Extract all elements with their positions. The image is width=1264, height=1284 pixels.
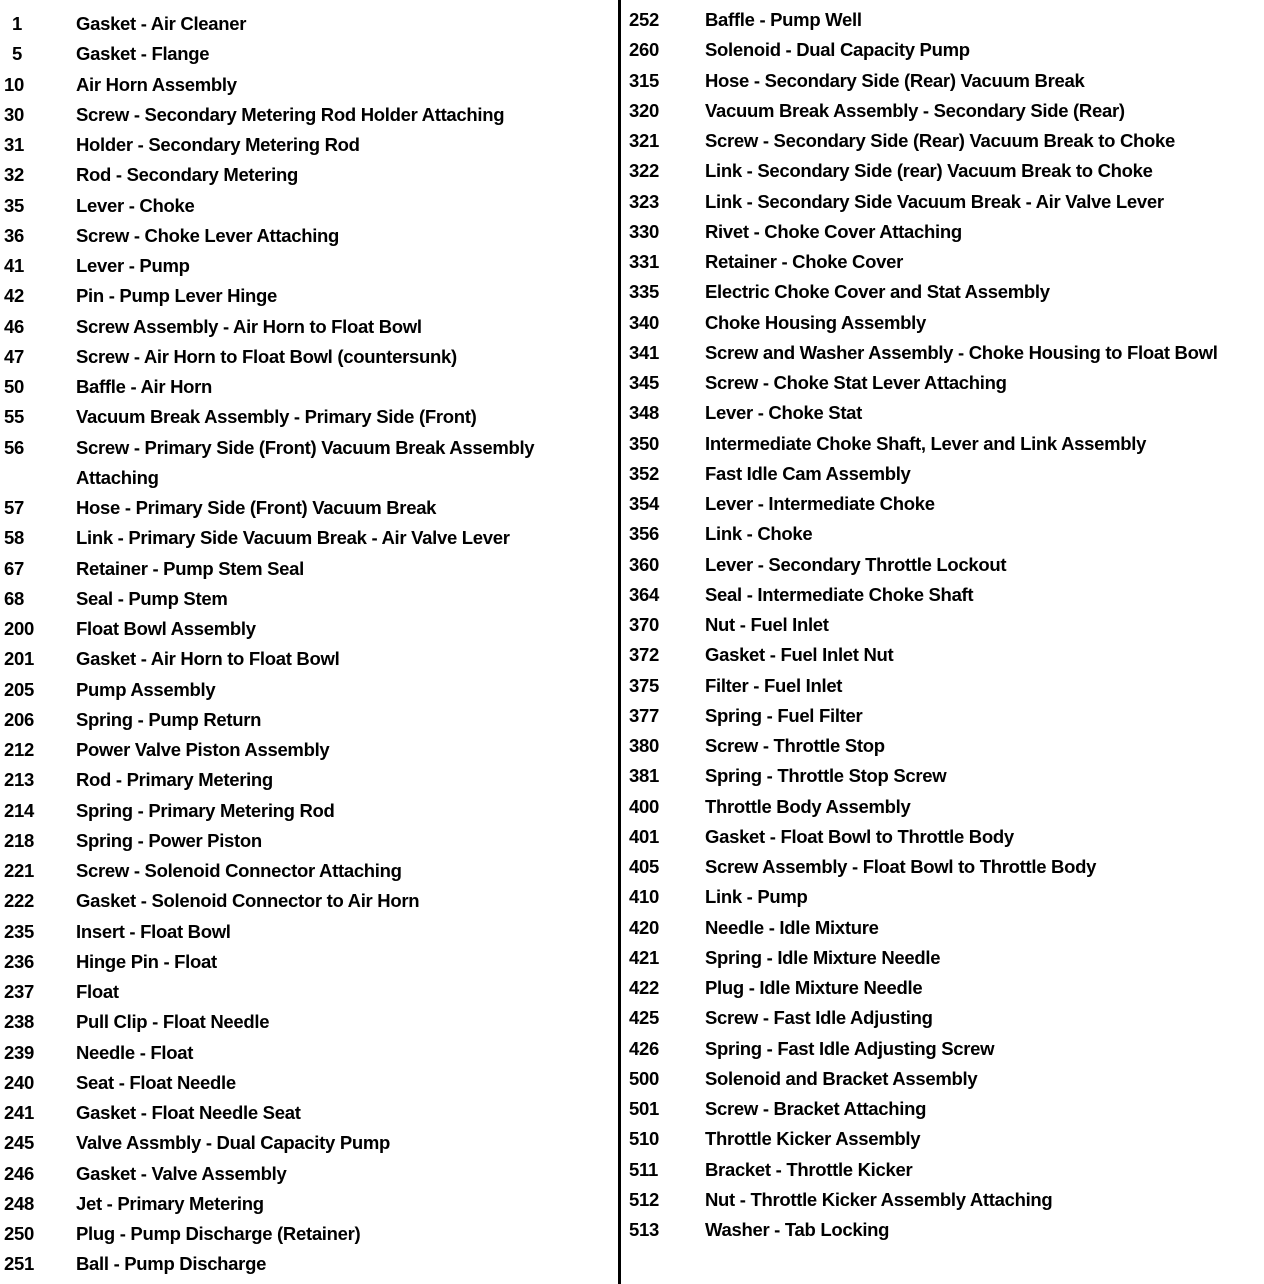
part-number: 322: [629, 160, 659, 182]
part-row: [0, 1249, 618, 1279]
part-row: [0, 554, 618, 584]
part-description: Vacuum Break Assembly - Primary Side (Front): [76, 406, 477, 428]
part-number: 213: [4, 769, 34, 791]
part-row: [0, 977, 618, 1007]
part-row: [0, 1189, 618, 1219]
part-row: [623, 489, 1264, 519]
part-description: Screw Assembly - Float Bowl to Throttle Body: [705, 856, 1097, 877]
part-description: Hinge Pin - Float: [76, 950, 217, 972]
part-description: Gasket - Valve Assembly: [76, 1162, 287, 1184]
part-number: 56: [4, 436, 24, 458]
part-row: [623, 308, 1264, 338]
part-number: 426: [629, 1037, 659, 1059]
part-row: [623, 1064, 1264, 1094]
part-description: Link - Pump: [705, 886, 808, 908]
part-row: [623, 1094, 1264, 1124]
part-row: [0, 826, 618, 856]
parts-list-left-column: [0, 9, 618, 1280]
part-number: 360: [629, 553, 659, 575]
part-row: [0, 493, 618, 523]
part-row: [0, 614, 618, 644]
part-number: 321: [629, 130, 659, 151]
part-description: Rod - Primary Metering: [76, 769, 273, 791]
part-number: 341: [629, 341, 659, 363]
part-description: Gasket - Air Horn to Float Bowl: [76, 648, 340, 670]
part-description: Gasket - Air Cleaner: [76, 13, 247, 34]
part-description: Spring - Pump Return: [76, 708, 262, 730]
part-description: Lever - Intermediate Choke: [705, 493, 935, 514]
part-row: [0, 735, 618, 765]
part-description: Spring - Fast Idle Adjusting Screw: [705, 1037, 995, 1059]
part-row: [0, 9, 618, 39]
part-row: [0, 856, 618, 886]
part-row: [623, 368, 1264, 398]
part-description: Retainer - Pump Stem Seal: [76, 557, 304, 579]
part-row: [623, 247, 1264, 277]
part-row: [0, 342, 618, 372]
part-row: [623, 156, 1264, 186]
part-number: 350: [629, 432, 659, 454]
part-row: [623, 671, 1264, 701]
part-number: 340: [629, 311, 659, 333]
part-row: [623, 1215, 1264, 1245]
part-row: [623, 610, 1264, 640]
part-description: Solenoid - Dual Capacity Pump: [705, 39, 970, 61]
part-number: 251: [4, 1253, 34, 1275]
part-row: [623, 35, 1264, 65]
part-description: Hose - Secondary Side (Rear) Vacuum Break: [705, 69, 1085, 91]
part-description: Seal - Intermediate Choke Shaft: [705, 583, 974, 605]
part-description: Screw - Choke Lever Attaching: [76, 224, 340, 246]
part-description: Link - Secondary Side (rear) Vacuum Break to Choke: [705, 160, 1153, 182]
part-row: [0, 433, 618, 494]
part-row: [623, 973, 1264, 1003]
part-number: 200: [4, 618, 34, 639]
part-number: 370: [629, 614, 659, 635]
part-description: Lever - Secondary Throttle Lockout: [705, 553, 1007, 575]
part-row: [0, 1219, 618, 1249]
part-number: 212: [4, 739, 34, 760]
part-row: [0, 1007, 618, 1037]
part-number: 352: [629, 462, 659, 484]
part-row: [0, 796, 618, 826]
part-description: Lever - Choke: [76, 194, 195, 216]
part-number: 248: [4, 1192, 34, 1214]
part-number: 375: [629, 674, 659, 696]
part-row: [623, 701, 1264, 731]
part-description: Bracket - Throttle Kicker: [705, 1158, 913, 1180]
part-description: Spring - Primary Metering Rod: [76, 799, 335, 821]
part-description: Fast Idle Cam Assembly: [705, 462, 911, 484]
part-description: Screw - Solenoid Connector Attaching: [76, 860, 402, 881]
part-number: 5: [12, 43, 22, 65]
part-number: 330: [629, 220, 659, 242]
part-number: 235: [4, 920, 34, 942]
part-row: [623, 1003, 1264, 1033]
part-number: 501: [629, 1098, 659, 1119]
part-description: Filter - Fuel Inlet: [705, 674, 843, 696]
part-description: Power Valve Piston Assembly: [76, 739, 330, 760]
part-row: [0, 1128, 618, 1158]
part-description: Vacuum Break Assembly - Secondary Side (Rear): [705, 99, 1125, 121]
part-row: [623, 731, 1264, 761]
part-description: Seal - Pump Stem: [76, 587, 228, 609]
part-number: 206: [4, 708, 34, 730]
part-number: 420: [629, 916, 659, 938]
part-row: [623, 1124, 1264, 1154]
part-row: [0, 1038, 618, 1068]
part-description: Screw - Fast Idle Adjusting: [705, 1007, 933, 1029]
part-number: 252: [629, 9, 659, 30]
part-row: [0, 281, 618, 311]
part-description: Nut - Fuel Inlet: [705, 614, 829, 635]
part-row: [623, 96, 1264, 126]
part-number: 320: [629, 99, 659, 121]
part-number: 323: [629, 190, 659, 212]
part-description: Screw - Choke Stat Lever Attaching: [705, 372, 1007, 393]
part-description: Throttle Kicker Assembly: [705, 1128, 921, 1150]
part-number: 236: [4, 950, 34, 972]
part-number: 31: [4, 134, 24, 155]
part-row: [0, 130, 618, 160]
part-number: 55: [4, 406, 24, 428]
part-row: [0, 100, 618, 130]
part-number: 315: [629, 69, 659, 91]
part-number: 47: [4, 345, 24, 367]
part-row: [0, 39, 618, 69]
part-row: [623, 580, 1264, 610]
part-description: Pump Assembly: [76, 678, 216, 700]
part-description: Hose - Primary Side (Front) Vacuum Break: [76, 497, 437, 518]
part-description: Lever - Choke Stat: [705, 402, 863, 424]
part-description: Electric Choke Cover and Stat Assembly: [705, 281, 1050, 303]
column-divider: [618, 0, 621, 1284]
part-row: [623, 943, 1264, 973]
part-number: 511: [629, 1158, 658, 1180]
part-description: Link - Secondary Side Vacuum Break - Air Valve Lever: [705, 190, 1164, 212]
part-number: 58: [4, 527, 24, 549]
part-number: 400: [629, 795, 659, 817]
part-description: Insert - Float Bowl: [76, 920, 231, 942]
part-number: 364: [629, 583, 659, 605]
parts-list-right-column: [623, 5, 1264, 1245]
part-description: Rivet - Choke Cover Attaching: [705, 220, 962, 242]
part-row: [623, 852, 1264, 882]
part-description: Gasket - Fuel Inlet Nut: [705, 644, 894, 666]
part-number: 356: [629, 523, 659, 545]
part-number: 50: [4, 376, 24, 397]
part-row: [0, 1159, 618, 1189]
part-description: Spring - Throttle Stop Screw: [705, 765, 947, 787]
part-number: 372: [629, 644, 659, 666]
part-description: Link - Choke: [705, 523, 813, 545]
part-number: 35: [4, 194, 24, 216]
part-description: Pull Clip - Float Needle: [76, 1011, 270, 1033]
part-number: 245: [4, 1132, 34, 1154]
part-number: 46: [4, 315, 24, 337]
part-description: Float Bowl Assembly: [76, 618, 256, 639]
part-number: 425: [629, 1007, 659, 1029]
part-row: [0, 947, 618, 977]
part-number: 250: [4, 1223, 34, 1244]
part-row: [0, 221, 618, 251]
part-row: [623, 217, 1264, 247]
part-number: 239: [4, 1041, 34, 1063]
part-number: 354: [629, 493, 659, 514]
part-row: [0, 584, 618, 614]
part-description: Screw - Secondary Metering Rod Holder Attaching: [76, 103, 505, 125]
part-number: 238: [4, 1011, 34, 1033]
part-row: [0, 917, 618, 947]
part-description: Screw - Primary Side (Front) Vacuum Break Assembly Attaching: [76, 436, 535, 488]
part-description: Screw - Throttle Stop: [705, 735, 885, 756]
part-number: 57: [4, 497, 24, 518]
part-number: 380: [629, 735, 659, 756]
part-row: [623, 1155, 1264, 1185]
part-number: 510: [629, 1128, 659, 1150]
part-number: 36: [4, 224, 24, 246]
part-number: 500: [629, 1067, 659, 1089]
part-description: Choke Housing Assembly: [705, 311, 926, 333]
part-row: [0, 705, 618, 735]
part-row: [623, 338, 1264, 368]
part-row: [623, 1185, 1264, 1215]
part-row: [0, 372, 618, 402]
part-description: Air Horn Assembly: [76, 73, 237, 95]
part-number: 405: [629, 856, 659, 877]
part-number: 237: [4, 981, 34, 1002]
part-number: 377: [629, 704, 659, 726]
part-description: Needle - Idle Mixture: [705, 916, 879, 938]
part-number: 401: [629, 825, 659, 847]
part-description: Baffle - Air Horn: [76, 376, 213, 397]
part-description: Washer - Tab Locking: [705, 1219, 890, 1240]
part-number: 345: [629, 372, 659, 393]
part-row: [623, 1034, 1264, 1064]
part-row: [0, 1098, 618, 1128]
part-row: [623, 398, 1264, 428]
part-description: Link - Primary Side Vacuum Break - Air Valve Lever: [76, 527, 510, 549]
part-row: [623, 187, 1264, 217]
part-description: Pin - Pump Lever Hinge: [76, 285, 278, 307]
part-description: Rod - Secondary Metering: [76, 164, 299, 186]
part-number: 348: [629, 402, 659, 424]
part-number: 240: [4, 1071, 34, 1093]
part-description: Ball - Pump Discharge: [76, 1253, 267, 1275]
part-row: [623, 126, 1264, 156]
part-description: Lever - Pump: [76, 255, 190, 276]
part-row: [0, 886, 618, 916]
part-description: Spring - Fuel Filter: [705, 704, 863, 726]
part-description: Screw - Secondary Side (Rear) Vacuum Break to Choke: [705, 130, 1175, 151]
part-description: Valve Assmbly - Dual Capacity Pump: [76, 1132, 391, 1154]
part-number: 246: [4, 1162, 34, 1184]
part-description: Gasket - Float Needle Seat: [76, 1102, 301, 1123]
part-description: Jet - Primary Metering: [76, 1192, 264, 1214]
part-number: 422: [629, 977, 659, 998]
part-description: Spring - Power Piston: [76, 829, 262, 851]
part-row: [623, 66, 1264, 96]
part-number: 421: [629, 946, 659, 968]
part-number: 41: [4, 255, 24, 276]
part-row: [623, 459, 1264, 489]
part-description: Throttle Body Assembly: [705, 795, 911, 817]
part-row: [0, 402, 618, 432]
part-row: [623, 550, 1264, 580]
part-number: 218: [4, 829, 34, 851]
part-description: Seat - Float Needle: [76, 1071, 236, 1093]
part-number: 68: [4, 587, 24, 609]
part-row: [0, 251, 618, 281]
part-number: 30: [4, 103, 24, 125]
part-row: [623, 5, 1264, 35]
part-description: Holder - Secondary Metering Rod: [76, 134, 360, 155]
part-row: [623, 761, 1264, 791]
part-number: 241: [4, 1102, 34, 1123]
part-row: [0, 160, 618, 190]
part-description: Gasket - Solenoid Connector to Air Horn: [76, 890, 420, 912]
part-description: Solenoid and Bracket Assembly: [705, 1067, 978, 1089]
part-description: Needle - Float: [76, 1041, 194, 1063]
part-number: 381: [629, 765, 659, 787]
part-description: Plug - Idle Mixture Needle: [705, 977, 923, 998]
part-description: Screw Assembly - Air Horn to Float Bowl: [76, 315, 422, 337]
part-number: 201: [4, 648, 34, 670]
part-description: Nut - Throttle Kicker Assembly Attaching: [705, 1188, 1053, 1210]
part-row: [0, 1068, 618, 1098]
part-row: [0, 675, 618, 705]
part-row: [0, 191, 618, 221]
part-description: Spring - Idle Mixture Needle: [705, 946, 941, 968]
part-number: 214: [4, 799, 34, 821]
part-row: [623, 640, 1264, 670]
part-description: Float: [76, 981, 119, 1002]
part-row: [623, 822, 1264, 852]
part-row: [623, 792, 1264, 822]
part-description: Gasket - Float Bowl to Throttle Body: [705, 825, 1014, 847]
part-row: [623, 429, 1264, 459]
part-number: 1: [12, 13, 22, 34]
part-description: Intermediate Choke Shaft, Lever and Link Assembly: [705, 432, 1147, 454]
part-number: 42: [4, 285, 24, 307]
part-row: [0, 523, 618, 553]
part-row: [0, 644, 618, 674]
part-row: [623, 882, 1264, 912]
part-number: 335: [629, 281, 659, 303]
part-description: Baffle - Pump Well: [705, 9, 862, 30]
part-row: [623, 277, 1264, 307]
part-description: Retainer - Choke Cover: [705, 251, 903, 272]
part-row: [0, 312, 618, 342]
part-row: [623, 913, 1264, 943]
part-row: [0, 765, 618, 795]
part-number: 222: [4, 890, 34, 912]
part-row: [0, 70, 618, 100]
part-row: [623, 519, 1264, 549]
part-number: 331: [629, 251, 659, 272]
part-number: 32: [4, 164, 24, 186]
part-number: 10: [4, 73, 24, 95]
part-description: Screw and Washer Assembly - Choke Housing to Float Bowl: [705, 341, 1218, 363]
part-number: 410: [629, 886, 659, 908]
part-number: 221: [4, 860, 34, 881]
part-description: Gasket - Flange: [76, 43, 210, 65]
part-number: 512: [629, 1188, 659, 1210]
part-number: 260: [629, 39, 659, 61]
part-number: 513: [629, 1219, 659, 1240]
part-description: Screw - Air Horn to Float Bowl (countersunk): [76, 345, 457, 367]
part-description: Screw - Bracket Attaching: [705, 1098, 927, 1119]
part-description: Plug - Pump Discharge (Retainer): [76, 1223, 361, 1244]
part-number: 205: [4, 678, 34, 700]
part-number: 67: [4, 557, 24, 579]
